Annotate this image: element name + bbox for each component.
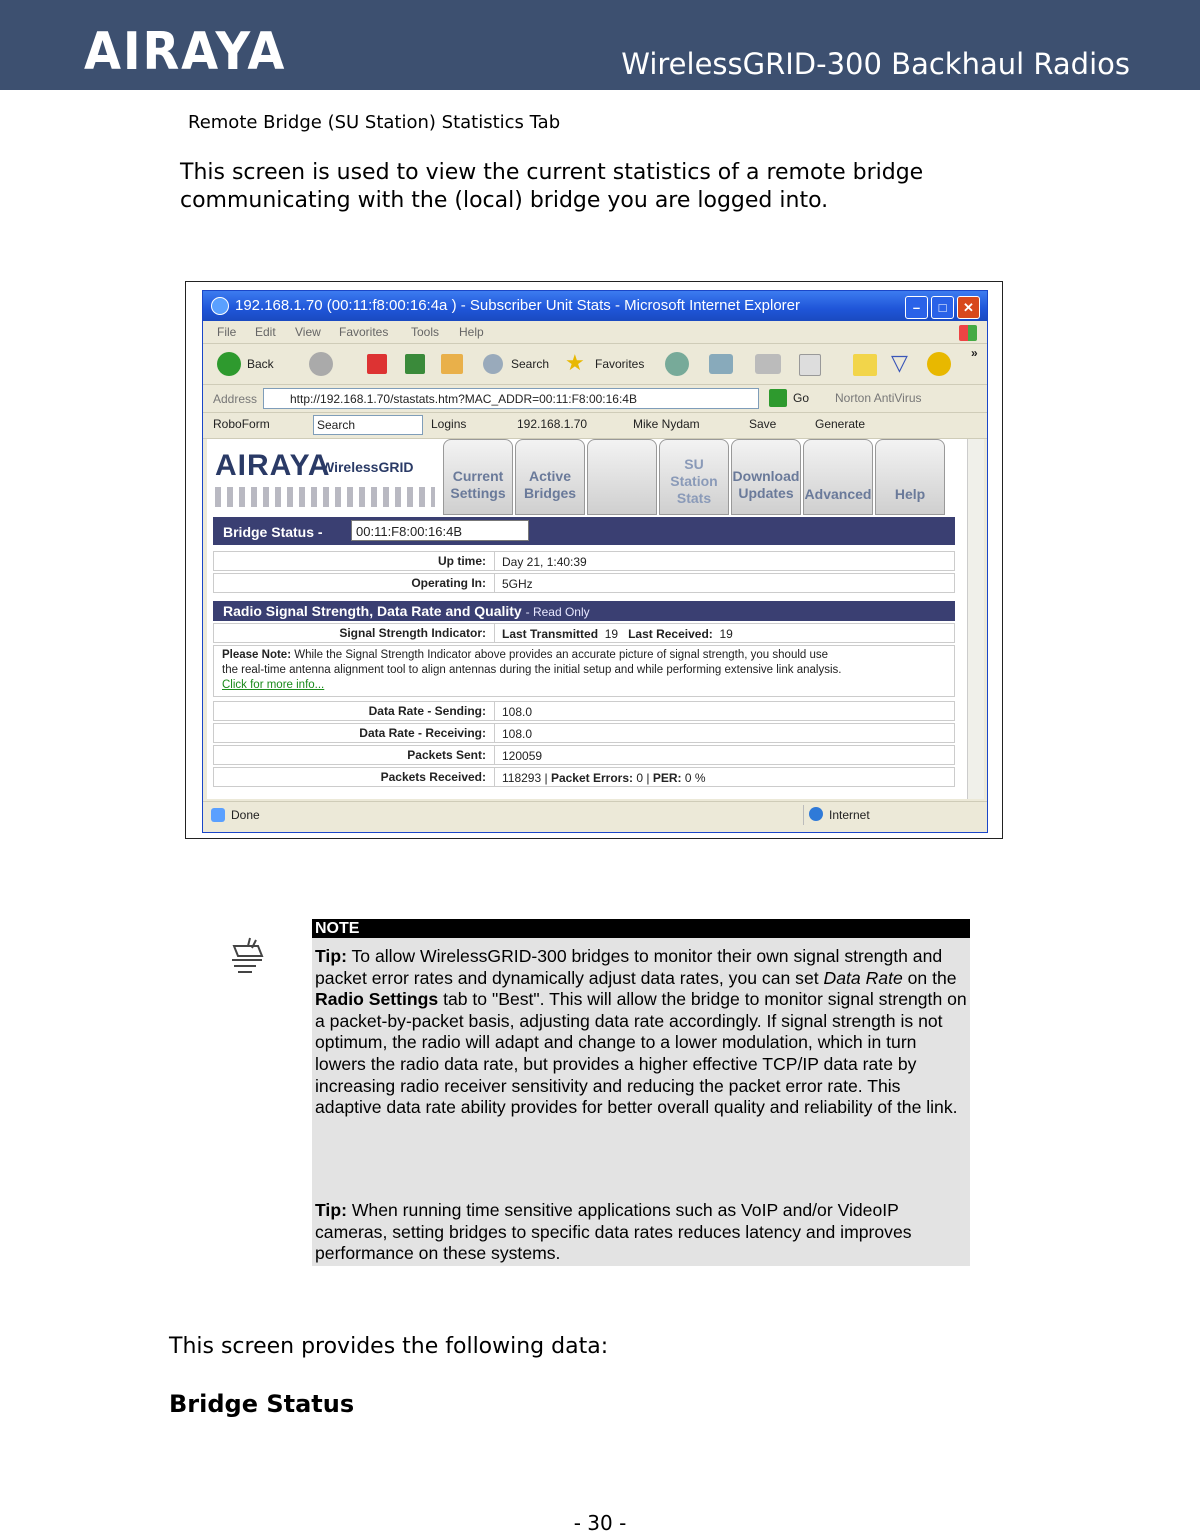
signal-section-header: [213, 601, 955, 621]
more-info-link[interactable]: Click for more info...: [222, 679, 325, 691]
menu-favorites[interactable]: Favorites: [339, 325, 389, 339]
go-button[interactable]: Go: [793, 391, 810, 405]
mac-address-field: 00:11:F8:00:16:4B: [351, 520, 529, 541]
rate-send-row: [213, 701, 955, 721]
address-url: http://192.168.1.70/stastats.htm?MAC_ADDR=00:11:F8:00:16:4B: [290, 392, 637, 406]
tab-download-updates[interactable]: Download Updates: [731, 439, 801, 515]
rate-send-label: Data Rate - Sending:: [368, 704, 486, 718]
close-button[interactable]: ✕: [957, 296, 980, 319]
tab-advanced[interactable]: Advanced: [803, 439, 873, 515]
note-pen-icon: [228, 936, 268, 980]
ssi-label: Signal Strength Indicator:: [339, 626, 486, 640]
minimize-button[interactable]: –: [905, 296, 928, 319]
links-bar: [203, 412, 987, 439]
browser-titlebar: [203, 291, 987, 321]
save-button[interactable]: Save: [749, 417, 777, 431]
last-tx-label: Last Transmitted: [502, 627, 599, 641]
ie-icon: [211, 297, 229, 315]
back-button[interactable]: Back: [247, 357, 274, 371]
uptime-label: Up time:: [438, 554, 486, 568]
rate-recv-value: 108.0: [502, 727, 533, 741]
windows-flag-icon: [959, 325, 977, 341]
pkts-recv-value: 118293: [502, 771, 542, 785]
stop-icon[interactable]: [367, 354, 387, 374]
tab-help[interactable]: Help: [875, 439, 945, 515]
web-content: [207, 439, 967, 799]
uptime-value: Day 21, 1:40:39: [502, 555, 587, 569]
browser-title: 192.168.1.70 (00:11:f8:00:16:4a ) - Subscriber Unit Stats - Microsoft Internet Explorer: [235, 297, 801, 314]
toolbar-overflow-icon[interactable]: »: [971, 346, 978, 360]
bridge-status-header: [213, 517, 955, 545]
header-title: WirelessGRID-300 Backhaul Radios: [621, 47, 1130, 81]
browser-statusbar: [203, 801, 987, 828]
per-label: PER:: [652, 771, 682, 785]
menu-view[interactable]: View: [295, 325, 321, 339]
page-header: [0, 0, 1200, 90]
status-done: Done: [231, 808, 260, 822]
last-tx-value: 19: [604, 627, 619, 641]
edit-icon[interactable]: [799, 354, 821, 376]
ip-link[interactable]: 192.168.1.70: [517, 417, 588, 431]
favorites-button[interactable]: Favorites: [595, 357, 645, 371]
last-rx-label: Last Received:: [628, 627, 713, 641]
web-logo-subtitle: WirelessGRID: [321, 459, 414, 475]
ssi-row: [213, 623, 955, 643]
pkt-err-value: 0: [636, 771, 644, 785]
signal-header-title: Radio Signal Strength, Data Rate and Quality: [223, 603, 522, 619]
tab-current-settings[interactable]: Current Settings: [443, 439, 513, 515]
address-bar: [203, 384, 987, 413]
generate-button[interactable]: Generate: [815, 417, 866, 431]
note-heading: NOTE: [312, 919, 970, 938]
address-label: Address: [213, 392, 258, 406]
operating-row: [213, 573, 955, 593]
rate-recv-row: [213, 723, 955, 743]
pkts-recv-label: Packets Received:: [380, 770, 486, 784]
roboform-button[interactable]: RoboForm: [213, 417, 270, 431]
tab-active-bridges[interactable]: Active Bridges: [515, 439, 585, 515]
please-note-row: [213, 645, 955, 697]
section-caption: Remote Bridge (SU Station) Statistics Tab: [188, 112, 561, 133]
per-value: 0 %: [684, 771, 706, 785]
page-icon: [211, 808, 225, 822]
operating-label: Operating In:: [411, 576, 486, 590]
vertical-scrollbar[interactable]: [967, 439, 984, 799]
menu-tools[interactable]: Tools: [411, 325, 440, 339]
tip-1: Tip: To allow WirelessGRID-300 bridges to monitor their own signal strength and packet error rates and dynamically adjust data rates, you can set Data Rate on the Radio Settings tab to "Best". This will allow the bridge to monitor signal strength on a packet-by-packet basis, adjusting data rate accordingly. If signal strength is not optimum, the radio will adapt and change to a lower modulation, which in turn lowers the radio data rate, but provides a higher effective TCP/IP data rate by increasing radio receiver sensitivity and reducing the packet error rate. This adaptive data rate ability provides for better overall quality and reliability of the link.: [315, 946, 967, 1118]
airaya-logo: AIRAYA: [84, 22, 287, 82]
logins-button[interactable]: Logins: [431, 417, 467, 431]
user-link[interactable]: Mike Nydam: [633, 417, 700, 431]
status-zone: Internet: [829, 808, 870, 822]
norton-label[interactable]: Norton AntiVirus: [835, 391, 922, 405]
bridge-status-heading: Bridge Status: [169, 1390, 355, 1418]
rate-send-value: 108.0: [502, 705, 533, 719]
tab-blank[interactable]: [587, 439, 657, 515]
menu-file[interactable]: File: [217, 325, 237, 339]
note-body: [312, 938, 970, 1266]
skyline-graphic: [215, 487, 435, 507]
internet-zone-icon: [809, 807, 823, 821]
search-button[interactable]: Search: [511, 357, 550, 371]
intro-paragraph: This screen is used to view the current statistics of a remote bridge communicating with the (local) bridge you are logged into.: [180, 160, 924, 213]
home-icon[interactable]: [441, 354, 463, 374]
go-icon[interactable]: [769, 389, 787, 407]
messenger-icon[interactable]: [927, 352, 951, 376]
uptime-row: [213, 551, 955, 571]
menu-bar: [203, 321, 987, 344]
refresh-icon[interactable]: [405, 354, 425, 374]
pkts-recv-row: Packets Received: 118293 | Packet Errors: 0 | PER: 0 %: [213, 767, 955, 787]
search-icon[interactable]: [483, 354, 503, 374]
mail-icon[interactable]: [709, 354, 733, 374]
pkts-sent-label: Packets Sent:: [407, 748, 486, 762]
tip-2: Tip: When running time sensitive applications such as VoIP and/or VideoIP cameras, setting bridges to specific data rates reduces latency and improves performance on these systems.: [315, 1200, 912, 1264]
note-line-2: the real-time antenna alignment tool to align antennas during the initial setup and while performing extensive link analysis.: [222, 664, 842, 676]
operating-value: 5GHz: [502, 577, 533, 591]
browser-window: [202, 290, 988, 833]
menu-edit[interactable]: Edit: [255, 325, 276, 339]
screenshot-frame: [185, 281, 1003, 839]
page-number: - 30 -: [573, 1511, 627, 1535]
read-only-label: - Read Only: [525, 605, 590, 619]
pkt-err-label: Packet Errors:: [550, 771, 633, 785]
menu-help[interactable]: Help: [459, 325, 484, 339]
tab-su-station-stats[interactable]: SU Station Stats: [659, 439, 729, 515]
web-logo: AIRAYA: [215, 449, 331, 482]
note-line-1: While the Signal Strength Indicator above provides an accurate picture of signal strength, you should use: [294, 649, 829, 661]
history-icon[interactable]: [665, 352, 689, 376]
forward-icon[interactable]: [309, 352, 333, 376]
filter-icon[interactable]: ▽: [891, 350, 908, 375]
body-paragraph: This screen provides the following data:: [169, 1334, 609, 1359]
browser-toolbar: [203, 344, 987, 385]
back-icon[interactable]: [217, 352, 241, 376]
note-bold-label: Please Note:: [222, 649, 292, 661]
bridge-status-label: Bridge Status -: [223, 524, 323, 540]
print-icon[interactable]: [755, 354, 781, 374]
maximize-button[interactable]: □: [931, 296, 954, 319]
pkts-sent-row: [213, 745, 955, 765]
links-search-value: Search: [317, 418, 356, 432]
rate-recv-label: Data Rate - Receiving:: [359, 726, 486, 740]
pkts-sent-value: 120059: [502, 749, 543, 763]
last-rx-value: 19: [719, 627, 733, 641]
address-input[interactable]: [263, 388, 759, 409]
links-search-input[interactable]: [313, 415, 423, 435]
notes-icon[interactable]: [853, 354, 877, 376]
favorites-icon[interactable]: ★: [565, 350, 585, 375]
